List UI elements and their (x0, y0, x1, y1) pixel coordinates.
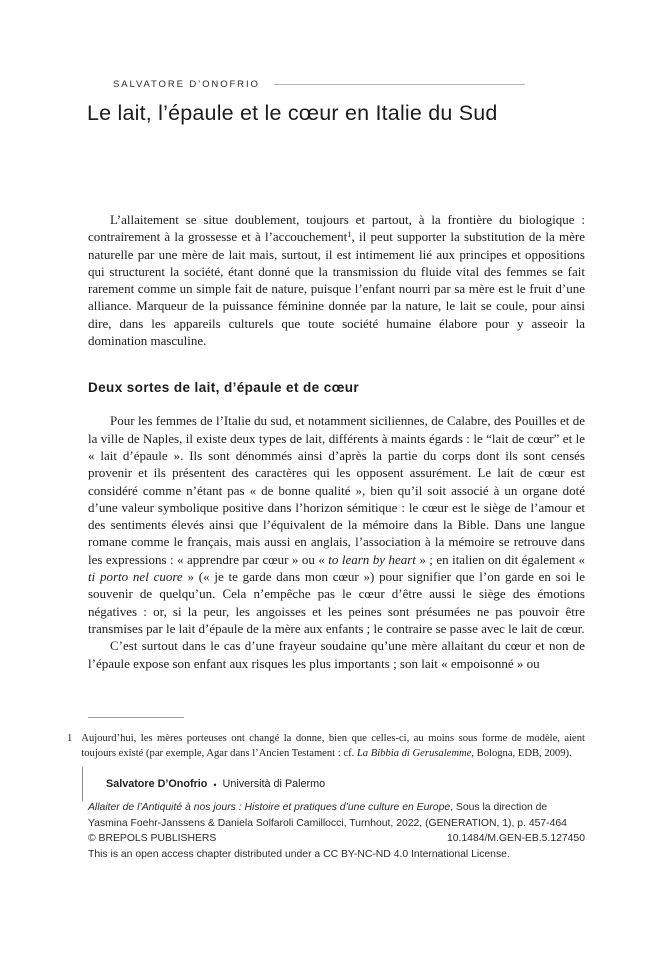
book-info: , Sous la direction de Yasmina Foehr-Janssens & Daniela Solfaroli Camillocci, Turnhout, 2022, (GENERATION, 1), p. 457-464 (88, 802, 567, 829)
book-title: Allaiter de l’Antiquité à nos jours : Histoire et pratiques d’une culture en Europe (88, 802, 451, 813)
paragraph-2 (88, 412, 585, 637)
main-text-block (88, 211, 585, 672)
paragraph-1 (88, 211, 585, 349)
paragraph-2-text-end: » (« je te garde dans mon cœur ») pour signifier que l’on garde en soi le souvenir de quelqu’un. Cela n’empêche pas le cœur d’être aussi le siège des émotions négatives : or, si la peur, les angoisses et les peines sont présumées ne pas pouvoir être transmises par le lait d’épaule de la mère aux enfants ; le contraire se passe avec le lait de cœur. (88, 569, 585, 636)
paragraph-1-text: L’allaitement se situe doublement, toujours et partout, à la frontière du biologique : contrairement à la grossesse et à l’accouchement (88, 212, 585, 245)
footnote (67, 731, 585, 761)
imprint-license: This is an open access chapter distributed under a CC BY-NC-ND 4.0 International License. (88, 848, 510, 860)
footnote-text-end: , Bologna, EDB, 2009). (471, 748, 572, 759)
header-rule (274, 84, 525, 85)
paragraph-1-text-cont: , il peut supporter la substitution de la mère naturelle par une mère de lait mais, surtout, il est intimement lié aux principes et oppositions qui structurent la société, étant donné que la transmission du fluide vital des femmes se fait rarement comme un simple fait de nature, puisque l’enfant nourri par sa mère est le fruit d’une alliance. Marqueur de la puissance féminine donnée par la nature, le lait se coule, pour ainsi dire, dans les appareils culturels que toute société humaine élabore pour y asseoir la domination masculine. (88, 229, 585, 349)
page-header (113, 79, 525, 90)
paragraph-2-text-cont: » ; en italien on dit également « (415, 551, 586, 567)
imprint-citation (88, 800, 585, 831)
author-affiliation (82, 767, 325, 801)
cited-work-title: La Bibbia di Gerusalemme (356, 748, 472, 759)
foreign-phrase-italian: ti porto nel cuore (88, 569, 183, 585)
footnote-marker: 1 (347, 228, 352, 239)
footnote-text-start: Aujourd’hui, les mères porteuses ont changé la donne, bien que celles-ci, au moins sous forme de modèle, aient toujours existé (par exemple, Agar dans l’Ancien Testament : cf. (81, 733, 585, 759)
imprint-block (88, 800, 585, 862)
imprint-publisher-row (88, 831, 585, 847)
imprint-publisher: © BREPOLS PUBLISHERS (88, 833, 217, 844)
imprint-doi: 10.1484/M.GEN-EB.5.127450 (446, 833, 585, 844)
paragraph-2-text: Pour les femmes de l’Italie du sud, et notamment siciliennes, de Calabre, des Pouilles et de la ville de Naples, il existe deux types de lait, différents à maints égards : le “lait de cœur” et le « lait d’épaule ». Ils sont dénommés ainsi d’après la partie du corps dont ils sont censés provenir et ils présentent des caractères qui les opposent assurément. Le lait de cœur est considéré comme n’étant pas « de bonne qualité », bien qu’il soit associé à un organe doté d’une valeur symbolique positive dans l’horizon sémitique : le cœur est le siège de l’amour et des sentiments élevés ainsi que l’équivalent de la mémoire dans la Bible. Dans une langue romane comme le français, mais aussi en anglais, l’association à la mémoire se retrouve dans les expressions : « apprendre par cœur » ou « (88, 413, 585, 567)
footnote-separator (88, 717, 184, 718)
chapter-title: Le lait, l’épaule et le cœur en Italie du Sud (87, 101, 498, 125)
footnote-text (81, 731, 585, 761)
affiliation-bullet: • (213, 779, 217, 790)
section-heading: Deux sortes de lait, d’épaule et de cœur (88, 380, 360, 396)
footnote-number: 1 (67, 733, 73, 744)
header-author-name: SALVATORE D’ONOFRIO (113, 79, 260, 90)
foreign-phrase-english: to learn by heart (328, 551, 416, 567)
affiliation-author: Salvatore D’Onofrio (106, 778, 208, 790)
paragraph-3: C’est surtout dans le cas d’une frayeur soudaine qu’une mère allaitant du cœur et non de l’épaule expose son enfant aux risques les plus importants ; son lait « empoisonné » ou (88, 638, 585, 671)
affiliation-institution: Università di Palermo (222, 778, 326, 790)
